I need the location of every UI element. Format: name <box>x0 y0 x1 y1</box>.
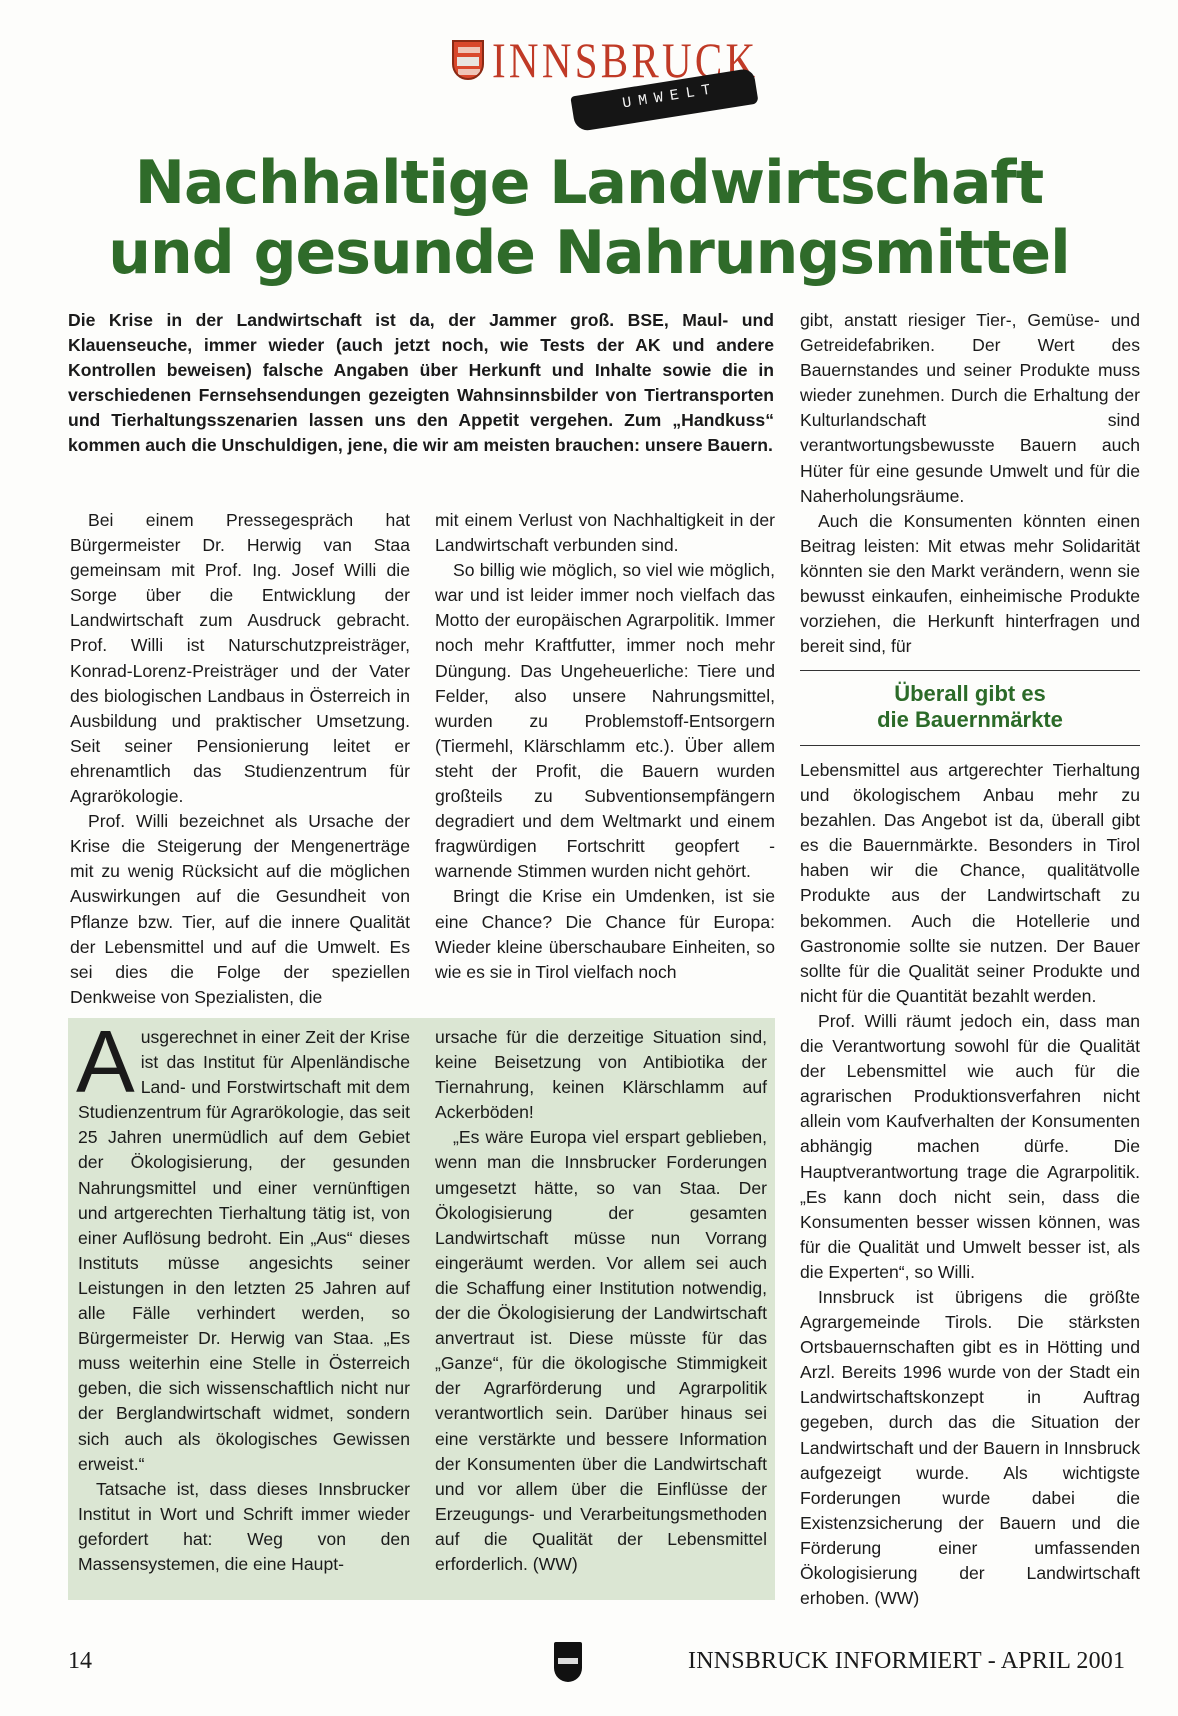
title-line-1: Nachhaltige Landwirtschaft <box>134 148 1044 218</box>
masthead-title: INNSBRUCK <box>492 32 759 88</box>
paragraph-text: usgerechnet in einer Zeit der Krise ist das Institut für Alpenländische Land- und Forstwirtschaft mit dem Studienzentrum für Agrarökologie, das seit 25 Jahren unermüdlich auf dem Gebiet der Ökologisierung, der gesunden Nahrungsmittel und einer vernünftigen und artgerechten Tierhaltung tätig ist, von einer Auflösung bedroht. Ein „Aus“ dieses Instituts müsse angesichts seiner Leistungen in den letzten 25 Jahren auf alle Fälle verhindert werden, so Bürgermeister Dr. Herwig van Staa. „Es muss weiterhin eine Stelle in Österreich geben, die sich wissenschaftlich nicht nur der Berglandwirtschaft widmet, sondern sich auch als ökologisches Gewissen erweist.“ <box>78 1027 410 1474</box>
paragraph: Lebensmittel aus artgerechter Tierhaltung und ökologischem Anbau mehr zu bezahlen. Das Angebot ist da, überall gibt es die Bauernmärkte. Besonders in Tirol haben wir die Chance, qualitätvolle Produkte aus der Landwirtschaft zu bekommen. Auch die Hotellerie und Gastronomie sollte sie nutzen. Der Bauer sollte für die Qualität seiner Produkte und nicht für die Quantität bezahlt werden. <box>800 760 1140 1006</box>
paragraph: Prof. Willi räumt jedoch ein, dass man die Verantwortung sowohl für die Qualität der Lebensmittel wie auch für die agrarischen Produktionsverfahren nicht allein vom Kaufverhalten der Konsumenten abhängig machen dürfe. Die Hauptverantwortung trage die Agrarpolitik. „Es kann doch nicht sein, dass die Konsumenten besser wissen können, was für die Qualität und Umwelt besser ist, als die Experten“, so Willi. <box>800 1010 1140 1282</box>
coat-of-arms-icon <box>452 40 484 80</box>
paragraph: „Es wäre Europa viel erspart geblieben, wenn man die Innsbrucker Forderungen umgesetzt hätte, so van Staa. Der Ökologisierung der gesamten Landwirtschaft müsse nun Vorrang eingeräumt werden. Vor allem sei auch die Schaffung einer Institution notwendig, der die Ökologisierung der Landwirtschaft anvertraut ist. Diese müsste für das „Ganze“, für die ökologische Stimmigkeit der Agrarförderung und Agrarpolitik verantwortlich sein. Darüber hinaus sei eine verstärkte und bessere Information der Konsumenten über die Landwirtschaft und vor allem über die Einflüsse der Erzeugungs- und Verarbeitungsmethoden auf die Qualität der Lebensmittel erforderlich. (WW) <box>435 1127 767 1574</box>
paragraph: Innsbruck ist übrigens die größte Agrargemeinde Tirols. Die stärksten Ortsbauernschaften gibt es in Hötting und Arzl. Bereits 1996 wurde von der Stadt ein Landwirtschaftskonzept in Auftrag gegeben, durch das die Situation der Landwirtschaft und der Bauern in Innsbruck aufgezeigt wurde. Als wichtigste Forderungen wurde dabei die Existenzsicherung der Bauern und die Förderung einer umfassenden Ökologisierung der Landwirtschaft erhoben. (WW) <box>800 1286 1140 1609</box>
coat-of-arms-icon <box>554 1642 582 1682</box>
column-2 <box>435 508 775 985</box>
paragraph: Prof. Willi bezeichnet als Ursache der Krise die Steigerung der Mengenerträge mit zu wenig Rücksicht auf die möglichen Auswirkungen auf die Gesundheit von Pflanze bzw. Tier, auf die innere Qualität der Lebensmittel und auf die Umwelt. Es sei dies die Folge der speziellen Denkweise von Spezialisten, die <box>70 811 410 1007</box>
info-box-column-1 <box>76 1012 410 1577</box>
masthead <box>452 32 759 122</box>
subheading-line-1: Überall gibt es <box>894 681 1046 706</box>
subheading-line-2: die Bauernmärkte <box>877 707 1063 732</box>
section-label: UMWELT <box>621 80 719 113</box>
page-number: 14 <box>68 1648 92 1674</box>
column-3-bottom <box>800 758 1140 1611</box>
paragraph: Bringt die Krise ein Umdenken, ist sie eine Chance? Die Chance für Europa: Wieder kleine überschaubare Einheiten, so wie es sie in Tirol vielfach noch <box>435 886 775 982</box>
paragraph: Bei einem Pressegespräch hat Bürgermeister Dr. Herwig van Staa gemeinsam mit Prof. Ing. Josef Willi die Sorge über die Entwicklung der Landwirtschaft zum Ausdruck gebracht. Prof. Willi ist Naturschutzpreisträger, Konrad-Lorenz-Preisträger und der Vater des biologischen Landbaus in Österreich in Ausbildung und praktischer Umsetzung. Seit seiner Pensionierung leitet er ehrenamtlich das Studienzentrum für Agrarökologie. <box>70 510 410 807</box>
column-3-top <box>800 308 1140 659</box>
subheading <box>800 670 1140 746</box>
article-lead: Die Krise in der Landwirtschaft ist da, der Jammer groß. BSE, Maul- und Klauenseuche, immer wieder (auch jetzt noch, wie Tests der AK und andere Kontrollen beweisen) falsche Angaben über Herkunft und Inhalte sowie die in verschiedenen Fernsehsendungen gezeigten Wahnsinnsbilder von Tiertransporten und Tierhaltungsszenarien lassen uns den Appetit vergehen. Zum „Handkuss“ kommen auch die Unschuldigen, jene, die wir am meisten brauchen: unsere Bauern. <box>68 310 774 455</box>
magazine-issue: INNSBRUCK INFORMIERT - APRIL 2001 <box>688 1648 1126 1674</box>
title-line-2: und gesunde Nahrungsmittel <box>108 218 1070 288</box>
paragraph: So billig wie möglich, so viel wie möglich, war und ist leider immer noch vielfach das Motto der europäischen Agrarpolitik. Immer noch mehr Kraftfutter, immer noch mehr Düngung. Das Ungeheuerliche: Tiere und Felder, also unsere Nahrungsmittel, wurden zu Problemstoff-Entsorgern (Tiermehl, Klärschlamm etc.). Über allem steht der Profit, die Bauern wurden großteils zu Subventionsempfängern degradiert und dem Weltmarkt und einem fragwürdigen Fortschritt geopfert - warnende Stimmen wurden nicht gehört. <box>435 560 775 882</box>
article-title <box>40 148 1138 288</box>
paragraph <box>76 1012 410 1477</box>
column-1 <box>70 508 410 1010</box>
drop-cap: A <box>76 1012 135 1111</box>
paragraph: Tatsache ist, dass dieses Innsbrucker Institut in Wort und Schrift immer wieder gefordert hat: Weg von den Massensystemen, die eine Haupt- <box>78 1478 410 1574</box>
paragraph: Auch die Konsumenten könnten einen Beitrag leisten: Mit etwas mehr Solidarität könnten sie den Markt verändern, wenn sie bewusst einkaufen, einheimische Produkte vorziehen, die Herkunft hinterfragen und bereit sind, für <box>800 510 1140 657</box>
paragraph: ursache für die derzeitige Situation sind, keine Beisetzung von Antibiotika der Tiernahrung, keinen Klärschlamm auf Ackerböden! <box>435 1027 767 1123</box>
paragraph: gibt, anstatt riesiger Tier-, Gemüse- und Getreidefabriken. Der Wert des Bauernstandes und seiner Produkte muss wieder zunehmen. Durch die Erhaltung der Kulturlandschaft sind verantwortungsbewusste Bauern auch Hüter für eine gesunde Umwelt und für die Naherholungsräume. <box>800 310 1140 506</box>
info-box-column-2 <box>435 1025 767 1577</box>
paragraph: mit einem Verlust von Nachhaltigkeit in der Landwirtschaft verbunden sind. <box>435 510 775 556</box>
